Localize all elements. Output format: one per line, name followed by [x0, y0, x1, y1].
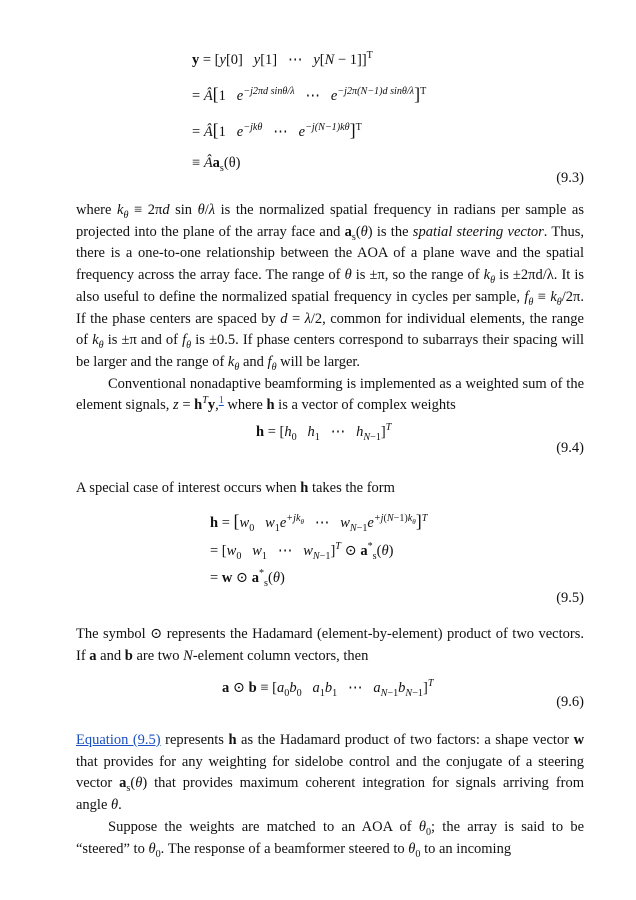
- eq-9-3-line-3: = Â[1 $e^{-jk\theta}$ ⋯ $e^{-j(N-1)k\theta}]^T$: [192, 120, 362, 140]
- equation-number-9-5: (9.5): [556, 590, 584, 606]
- paragraph-spatial-frequency: where $k_\theta \equiv 2\pi d$ sin θ/λ is the normalized spatial frequency in radians per sample as projected into the plane of the array face and $a_s(\theta)$ is the spatial steering vector. Thus, there is a one-to-one relationship between the AOA of a plane wave and the spatial frequency across the array face. The range of θ is ±π, so the range of $k_\theta$ is ±2πd/λ. It is also useful to define the normalized spatial frequency in cycles per sample, $f_\theta \equiv k_\theta/2\pi$. If the phase centers are spaced by d = λ/2, common for individual elements, the range of $k_\theta$ is ±π and of $f_\theta$ is ±0.5. If phase centers correspond to subarrays their spacing will be larger and the range of $k_\theta$ and $f_\theta$ will be larger. Conventional nonadaptive beamforming is implemented as a weighted sum of the element signals, $z = h^Ty,^1$ where h is a vector of complex weights: [76, 202, 585, 414]
- equation-9-5-link[interactable]: Equation (9.5): [76, 732, 161, 748]
- paragraph-shape-vector: Equation (9.5) represents h as the Hadamard product of two factors: a shape vector w that provides for any weighting for sidelobe control and the conjugate of a steering vector $a_s(\theta)$ that provides maximum coherent integration for signals arriving from angle θ. Suppose the weights are matched to an AOA of $\theta_0$; the array is said to be “steered” to $\theta_0$. The response of a beamformer steered to $\theta_0$ to an incoming: [76, 732, 585, 860]
- equation-number-9-3: (9.3): [556, 170, 584, 186]
- paragraph-hadamard: The symbol ⊙ represents the Hadamard (element-by-element) product of two vectors. If a and b are two N-element column vectors, then: [76, 626, 584, 664]
- eq-9-5-line-3: = w ⊙ $a^*_s(\theta)$: [210, 568, 285, 589]
- eq-9-5-line-1: $h = [w_0$ $w_1e^{+jk_\theta}$ ⋯ $w_{N-1}e^{+j(N-1)k_\theta}]^T$: [210, 511, 428, 534]
- footnote-link[interactable]: 1: [218, 395, 224, 407]
- equation-number-9-4: (9.4): [556, 440, 584, 456]
- paragraph-special-case: A special case of interest occurs when h takes the form: [76, 480, 395, 496]
- eq-9-3-line-4: ≡ $Âa_s(\theta)$: [192, 155, 241, 174]
- equation-9-4: $h = [h_0$ $h_1$ ⋯ $h_{N-1}]^T$: [256, 422, 392, 443]
- eq-9-3-line-2: = Â[1 $e^{-j2\pi d sin\theta/\lambda}$ ⋯ $e^{-j2\pi(N-1)d sin\theta/\lambda}]^T$: [192, 84, 427, 104]
- equation-number-9-6: (9.6): [556, 694, 584, 710]
- equation-9-6: a ⊙ $b \equiv [a_0b_0$ $a_1b_1$ ⋯ $a_{N-1}b_{N-1}]^T$: [222, 678, 434, 699]
- eq-9-5-line-2: = [$w_0$ $w_1$ ⋯ $w_{N-1}]^T$ ⊙ $a^*_s(\theta)$: [210, 541, 394, 562]
- eq-9-3-line-1: y = [y[0] y[1] ⋯ y[N − 1]]$^T$: [192, 50, 373, 68]
- equation-9-3: [0, 0, 636, 200]
